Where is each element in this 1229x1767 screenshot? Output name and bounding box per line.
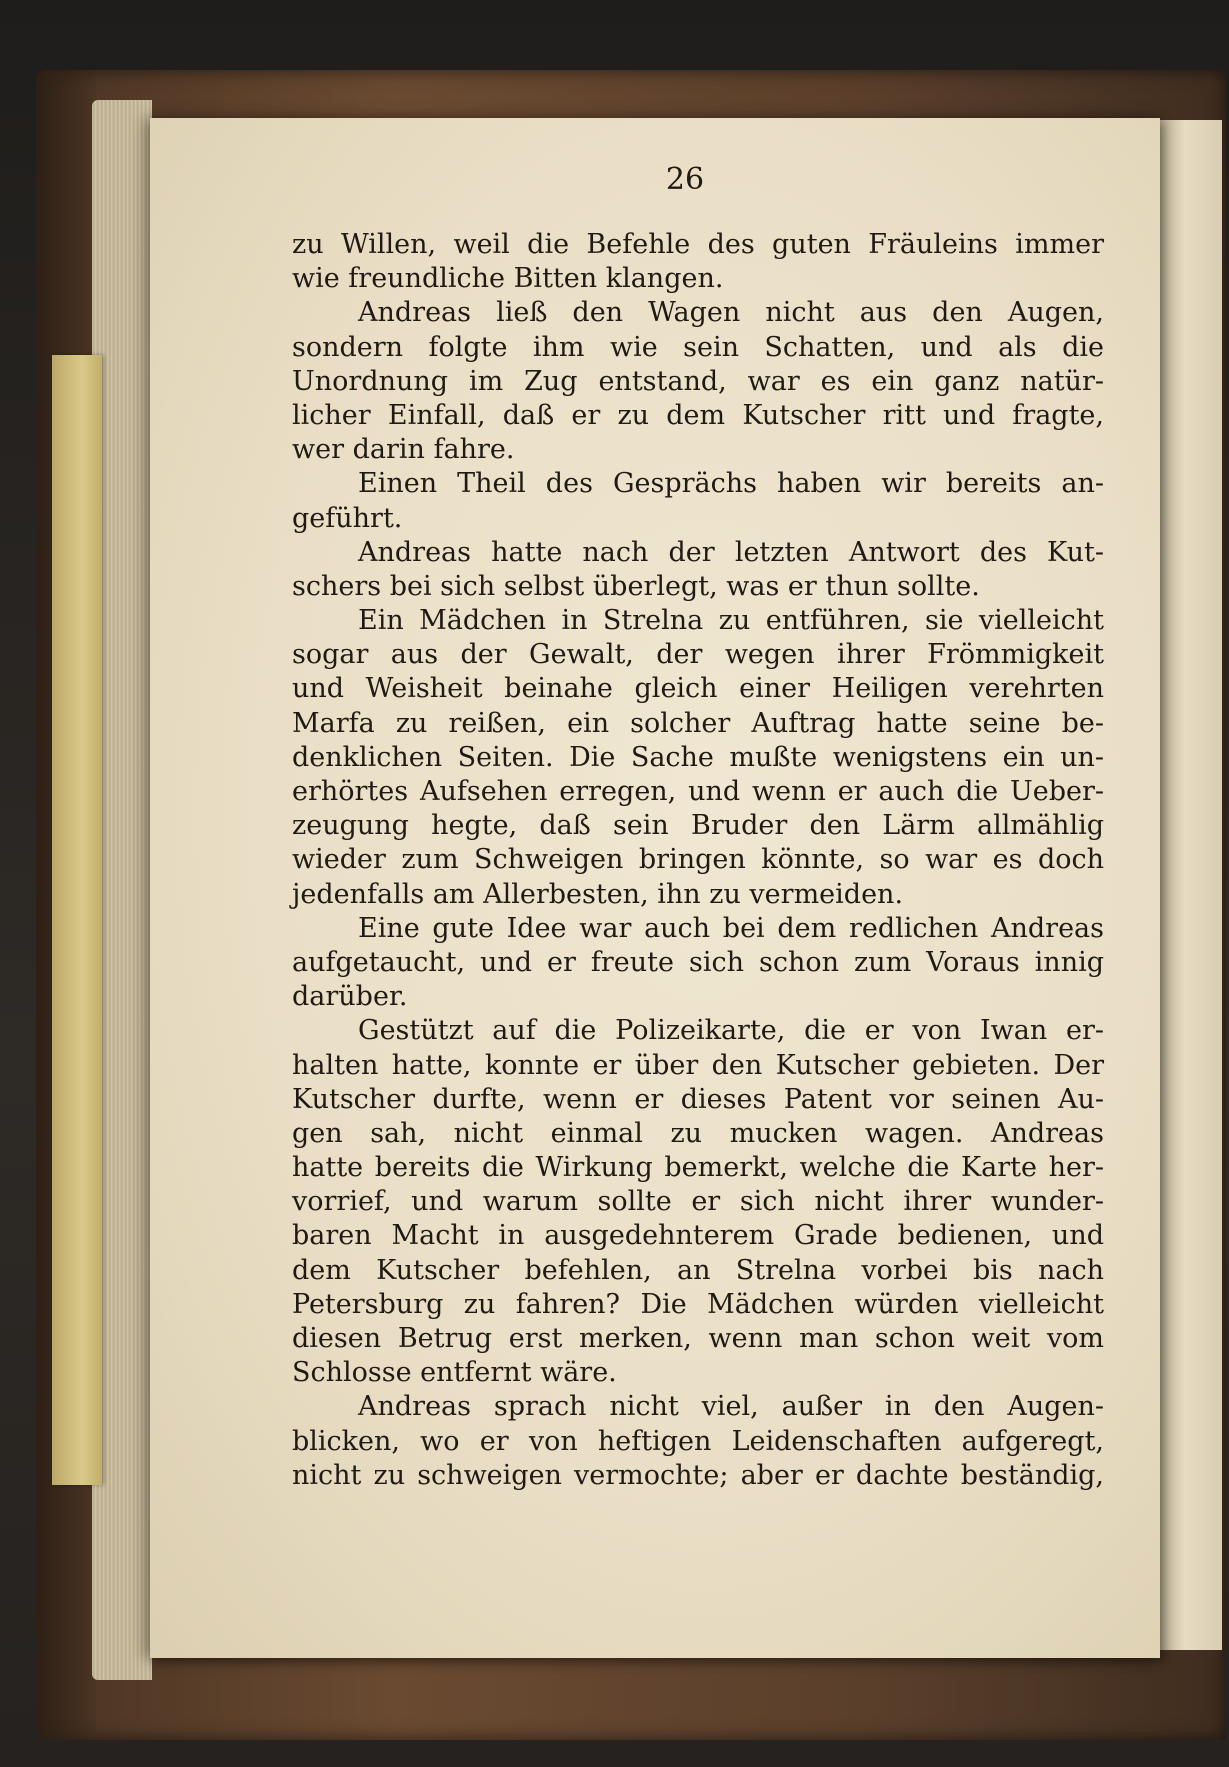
text-line: Andreas ließ den Wagen nicht aus den Augen, [358,297,1104,329]
text-line: schers bei sich selbst überlegt, was er thun sollte. [292,570,980,602]
text-line: Ein Mädchen in Strelna zu entführen, sie vielleicht [358,605,1104,637]
text-line: Petersburg zu fahren? Die Mädchen würden vielleicht [292,1288,1104,1320]
text-line: darüber. [292,981,408,1013]
text-line: Unordnung im Zug entstand, war es ein ganz natür- [292,365,1104,397]
text-line: wieder zum Schweigen bringen könnte, so war es doch [292,844,1104,876]
text-line: diesen Betrug erst merken, wenn man schon weit vom [292,1323,1104,1354]
text-line: zu Willen, weil die Befehle des guten Fräuleins immer [292,229,1104,260]
text-line: zeugung hegte, daß sein Bruder den Lärm allmählig [292,810,1104,842]
text-line: aufgetaucht, und er freute sich schon zum Voraus innig [292,946,1104,978]
text-line: Einen Theil des Gesprächs haben wir bereits an- [358,468,1104,500]
text-line: licher Einfall, daß er zu dem Kutscher ritt und fragte, [292,399,1104,431]
text-line: wer darin fahre. [292,434,515,466]
page-number: 26 [665,162,705,197]
text-line: Kutscher durfte, wenn er dieses Patent vor seinen Au- [292,1083,1104,1115]
text-line: Eine gute Idee war auch bei dem redlichen Andreas [358,912,1104,944]
text-line: baren Macht in ausgedehnterem Grade bedienen, und [292,1220,1104,1252]
text-line: blicken, wo er von heftigen Leidenschaften aufgeregt, [292,1425,1104,1457]
text-line: nicht zu schweigen vermochte; aber er dachte beständig, [292,1459,1104,1491]
text-line: gen sah, nicht einmal zu mucken wagen. Andreas [292,1117,1104,1149]
body-text [292,228,1104,1493]
text-line: geführt. [292,502,403,534]
text-line: Marfa zu reißen, ein solcher Auftrag hatte seine be- [292,707,1104,739]
text-line: sondern folgte ihm wie sein Schatten, und als die [292,331,1104,363]
text-line: erhörtes Aufsehen erregen, und wenn er auch die Ueber- [292,776,1104,807]
text-line: vorrief, und warum sollte er sich nicht ihrer wunder- [292,1186,1104,1218]
bookmark-ribbon [52,355,102,1485]
text-line: und Weisheit beinahe gleich einer Heiligen verehrten [292,673,1104,705]
text-line: Gestützt auf die Polizeikarte, die er von Iwan er- [358,1015,1104,1047]
text-line: hatte bereits die Wirkung bemerkt, welche die Karte her- [292,1152,1104,1184]
text-line: dem Kutscher befehlen, an Strelna vorbei bis nach [292,1254,1104,1286]
text-line: Andreas hatte nach der letzten Antwort des Kut- [358,536,1104,568]
text-line: sogar aus der Gewalt, der wegen ihrer Frömmigkeit [292,639,1104,671]
text-line: Schlosse entfernt wäre. [292,1357,617,1389]
text-line: jedenfalls am Allerbesten, ihn zu vermeiden. [292,878,904,910]
text-line: denklichen Seiten. Die Sache mußte wenigstens ein un- [292,741,1104,773]
text-line: wie freundliche Bitten klangen. [292,263,724,295]
facing-page-edge [1160,120,1222,1650]
text-line: Andreas sprach nicht viel, außer in den Augen- [358,1391,1104,1423]
text-line: halten hatte, konnte er über den Kutscher gebieten. Der [292,1049,1104,1081]
